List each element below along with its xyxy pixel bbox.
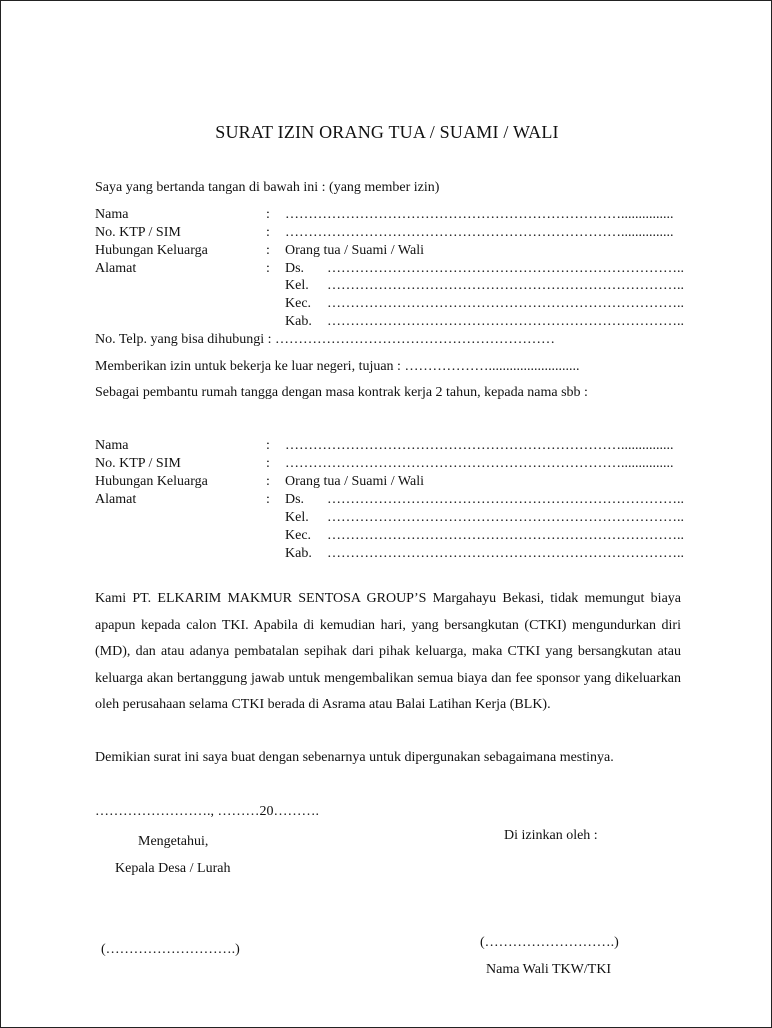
address-label: Kec. [285, 296, 312, 311]
address-blank: ………………………………………………………………….. [327, 528, 684, 543]
field-blank: ………………………………………………………………............... [285, 456, 674, 471]
intro-text: Saya yang bertanda tangan di bawah ini : (yang member izin) [95, 180, 440, 195]
address-blank: ………………………………………………………………….. [327, 296, 684, 311]
address-label: Kab. [285, 546, 312, 561]
left-sign-mengetahui: Mengetahui, [138, 834, 209, 849]
field-label: Nama [95, 438, 129, 453]
closing-text: Demikian surat ini saya buat dengan sebenarnya untuk dipergunakan sebagaimana mestinya. [95, 750, 614, 765]
field-label: Nama [95, 207, 129, 222]
field-colon: : [266, 492, 270, 507]
address-blank: ………………………………………………………………….. [327, 492, 684, 507]
right-sign-role: Nama Wali TKW/TKI [486, 962, 612, 977]
left-sign-blank: (……………………….) [101, 942, 240, 957]
telp-line: No. Telp. yang bisa dihubungi : …………………………………………………… [95, 332, 555, 347]
address-blank: ………………………………………………………………….. [327, 261, 684, 276]
address-blank: ………………………………………………………………….. [327, 278, 684, 293]
field-blank: ………………………………………………………………............... [285, 225, 674, 240]
field-value: Orang tua / Suami / Wali [285, 243, 424, 258]
field-label: Hubungan Keluarga [95, 243, 208, 258]
field-colon: : [266, 225, 270, 240]
address-label: Kel. [285, 510, 309, 525]
address-label: Kec. [285, 528, 312, 543]
document-title: SURAT IZIN ORANG TUA / SUAMI / WALI [215, 122, 559, 142]
address-label: Ds. [285, 492, 305, 507]
address-blank: ………………………………………………………………….. [327, 546, 684, 561]
address-label: Kel. [285, 278, 309, 293]
field-colon: : [266, 261, 270, 276]
field-colon: : [266, 207, 270, 222]
right-sign-blank: (……………………….) [480, 935, 619, 950]
address-label: Kab. [285, 314, 312, 329]
address-blank: ………………………………………………………………….. [327, 314, 684, 329]
address-label: Ds. [285, 261, 305, 276]
field-label: Alamat [95, 261, 137, 276]
field-blank: ………………………………………………………………............... [285, 438, 674, 453]
address-blank: ………………………………………………………………….. [327, 510, 684, 525]
kontrak-line: Sebagai pembantu rumah tangga dengan masa kontrak kerja 2 tahun, kepada nama sbb : [95, 385, 588, 400]
left-sign-role: Kepala Desa / Lurah [115, 861, 231, 876]
field-label: No. KTP / SIM [95, 225, 181, 240]
company-statement: Kami PT. ELKARIM MAKMUR SENTOSA GROUP’S Margahayu Bekasi, tidak memungut biaya apapun kepada calon TKI. Apabila di kemudian hari, yang bersangkutan (CTKI) mengundurkan diri (MD), dan atau adanya pembatalan sepihak dari pihak keluarga, maka CTKI yang bersangkutan atau keluarga akan bertanggung jawab untuk mengembalikan semua biaya dan fee sponsor yang dikeluarkan oleh perusahaan selama CTKI berada di Asrama atau Balai Latihan Kerja (BLK). [95, 591, 681, 713]
right-sign-heading: Di izinkan oleh : [504, 828, 598, 843]
field-colon: : [266, 456, 270, 471]
date-place-line: ……………………., ………20………. [95, 804, 319, 819]
field-label: Hubungan Keluarga [95, 474, 208, 489]
field-value: Orang tua / Suami / Wali [285, 474, 424, 489]
field-blank: ………………………………………………………………............... [285, 207, 674, 222]
field-label: No. KTP / SIM [95, 456, 181, 471]
izin-line: Memberikan izin untuk bekerja ke luar negeri, tujuan : ……………….......................... [95, 359, 580, 374]
field-colon: : [266, 243, 270, 258]
field-colon: : [266, 474, 270, 489]
field-colon: : [266, 438, 270, 453]
field-label: Alamat [95, 492, 137, 507]
